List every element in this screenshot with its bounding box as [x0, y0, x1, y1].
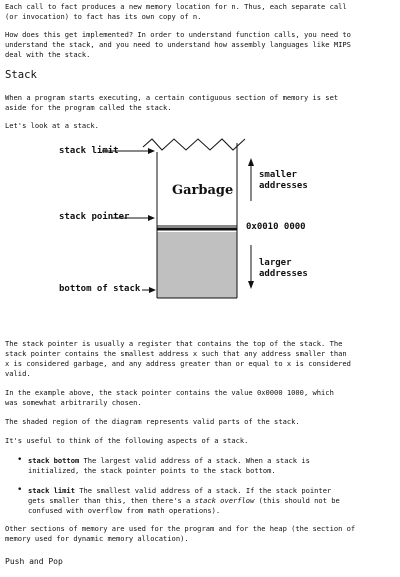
garbage-label: Garbage: [172, 183, 234, 198]
shaded-paragraph: The shaded region of the diagram represents valid parts of the stack.: [5, 417, 300, 426]
example-paragraph-line: was somewhat arbitrarily chosen.: [5, 398, 142, 407]
bullet-text: gets smaller than this, then there's a: [28, 496, 195, 505]
larger-label: larger: [259, 258, 292, 268]
arrowhead-icon: [149, 287, 156, 293]
section-heading-stack: Stack: [5, 69, 37, 81]
sp-paragraph-line: The stack pointer is usually a register that contains the top of the stack. The: [5, 339, 343, 348]
other-paragraph-line: memory used for dynamic memory allocation).: [5, 534, 189, 543]
arrowhead-icon: [148, 148, 155, 154]
lets-look-text: Let's look at a stack.: [5, 121, 99, 130]
sp-paragraph-line: x is considered garbage, and any address greater than or equal to x is considered: [5, 359, 351, 368]
bullet-text: initialized, the stack pointer points to the stack bottom.: [28, 466, 276, 475]
term-stack-bottom: stack bottom: [28, 456, 80, 465]
intro-line: Each call to fact produces a new memory location for n. Thus, each separate call: [5, 2, 347, 11]
example-paragraph-line: In the example above, the stack pointer contains the value 0x0000 1000, which: [5, 388, 334, 397]
arrowhead-icon: [248, 158, 254, 166]
valid-region: [157, 232, 237, 298]
sp-paragraph-line: stack pointer contains the smallest address x such that any address smaller than: [5, 349, 347, 358]
stack-pointer-label: stack pointer: [59, 212, 130, 222]
intro-line: deal with the stack.: [5, 50, 91, 59]
intro-line: understand the stack, and you need to understand how assembly languages like MIPS: [5, 40, 351, 49]
bottom-of-stack-label: bottom of stack: [59, 284, 141, 294]
arrowhead-icon: [148, 215, 155, 221]
term-stack-limit: stack limit: [28, 486, 75, 495]
bullet-text: confused with overflow from math operations).: [28, 506, 221, 515]
intro-line: (or invocation) to fact has its own copy of n.: [5, 12, 202, 21]
arrowhead-icon: [248, 281, 254, 289]
stack-paragraph-line: When a program starts executing, a certain contiguous section of memory is set: [5, 93, 339, 102]
stack-paragraph-line: aside for the program called the stack.: [5, 103, 172, 112]
address-label: 0x0010 0000: [246, 222, 306, 232]
zigzag-break: [143, 139, 245, 150]
stack-limit-label: stack limit: [59, 146, 119, 156]
section-heading-push-pop: Push and Pop: [5, 557, 63, 566]
useful-paragraph: It's useful to think of the following aspects of a stack.: [5, 436, 249, 445]
bullet-stack-bottom: [28, 456, 310, 466]
smaller-label: smaller: [259, 170, 297, 180]
bullet-text: The largest valid address of a stack. When a stack is: [79, 456, 310, 465]
addresses-label: addresses: [259, 269, 308, 279]
bullet-icon: •: [17, 455, 23, 465]
sp-paragraph-line: valid.: [5, 369, 31, 378]
bullet-text: [28, 496, 340, 506]
bullet-stack-limit: [28, 486, 331, 496]
intro-line: How does this get implemented? In order to understand function calls, you need to: [5, 30, 351, 39]
bullet-icon: •: [17, 485, 23, 495]
bullet-text: The smallest valid address of a stack. If the stack pointer: [74, 486, 332, 495]
other-paragraph-line: Other sections of memory are used for the program and for the heap (the section of: [5, 524, 356, 533]
term-stack-overflow: stack overflow: [194, 496, 255, 505]
addresses-label: addresses: [259, 181, 308, 191]
bullet-text: (this should not be: [254, 496, 340, 505]
